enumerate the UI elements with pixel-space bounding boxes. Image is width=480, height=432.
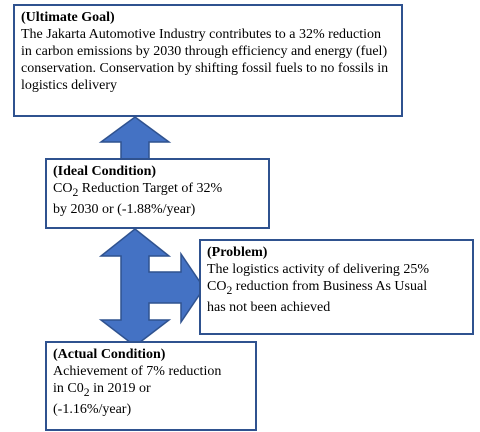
actual-condition-line2 [53, 380, 249, 401]
arrow-ideal-to-goal [101, 117, 169, 160]
ideal-co-text: CO [53, 181, 73, 196]
actual-co-text: in C0 [53, 381, 84, 396]
arrow-actual-to-ideal-and-problem [101, 229, 204, 346]
actual-condition-line1: Achievement of 7% reduction [53, 364, 222, 379]
actual-condition-title: (Actual Condition) [53, 347, 166, 362]
ideal-condition-line1 [53, 180, 262, 201]
ideal-target-text: Reduction Target of 32% [78, 181, 223, 196]
problem-co-text: CO [207, 279, 227, 294]
ultimate-goal-title: (Ultimate Goal) [21, 10, 115, 25]
actual-co-subscript: 2 [83, 385, 90, 399]
problem-reduction-text: reduction from Business As Usual [232, 279, 428, 294]
actual-condition-box [45, 341, 257, 431]
actual-year-text: in 2019 or [89, 381, 151, 396]
problem-box [199, 239, 474, 335]
problem-title: (Problem) [207, 245, 268, 260]
problem-line2 [207, 278, 466, 299]
ultimate-goal-box [13, 4, 403, 117]
actual-condition-line3: (-1.16%/year) [53, 401, 132, 417]
ideal-condition-box [45, 158, 270, 229]
problem-co-subscript: 2 [226, 283, 233, 297]
problem-line1: The logistics activity of delivering 25% [207, 262, 430, 277]
ideal-co-subscript: 2 [72, 185, 79, 199]
ideal-condition-line2: by 2030 or (-1.88%/year) [53, 201, 196, 217]
ultimate-goal-text: The Jakarta Automotive Industry contributes to a 32% reduction in carbon emissions by 2030 through efficiency and energy (fuel) conservation. Conservation by shifting fossil fuels to no fossils in logistics delivery [21, 27, 389, 93]
problem-line3: has not been achieved [207, 299, 331, 315]
ideal-condition-title: (Ideal Condition) [53, 164, 157, 179]
